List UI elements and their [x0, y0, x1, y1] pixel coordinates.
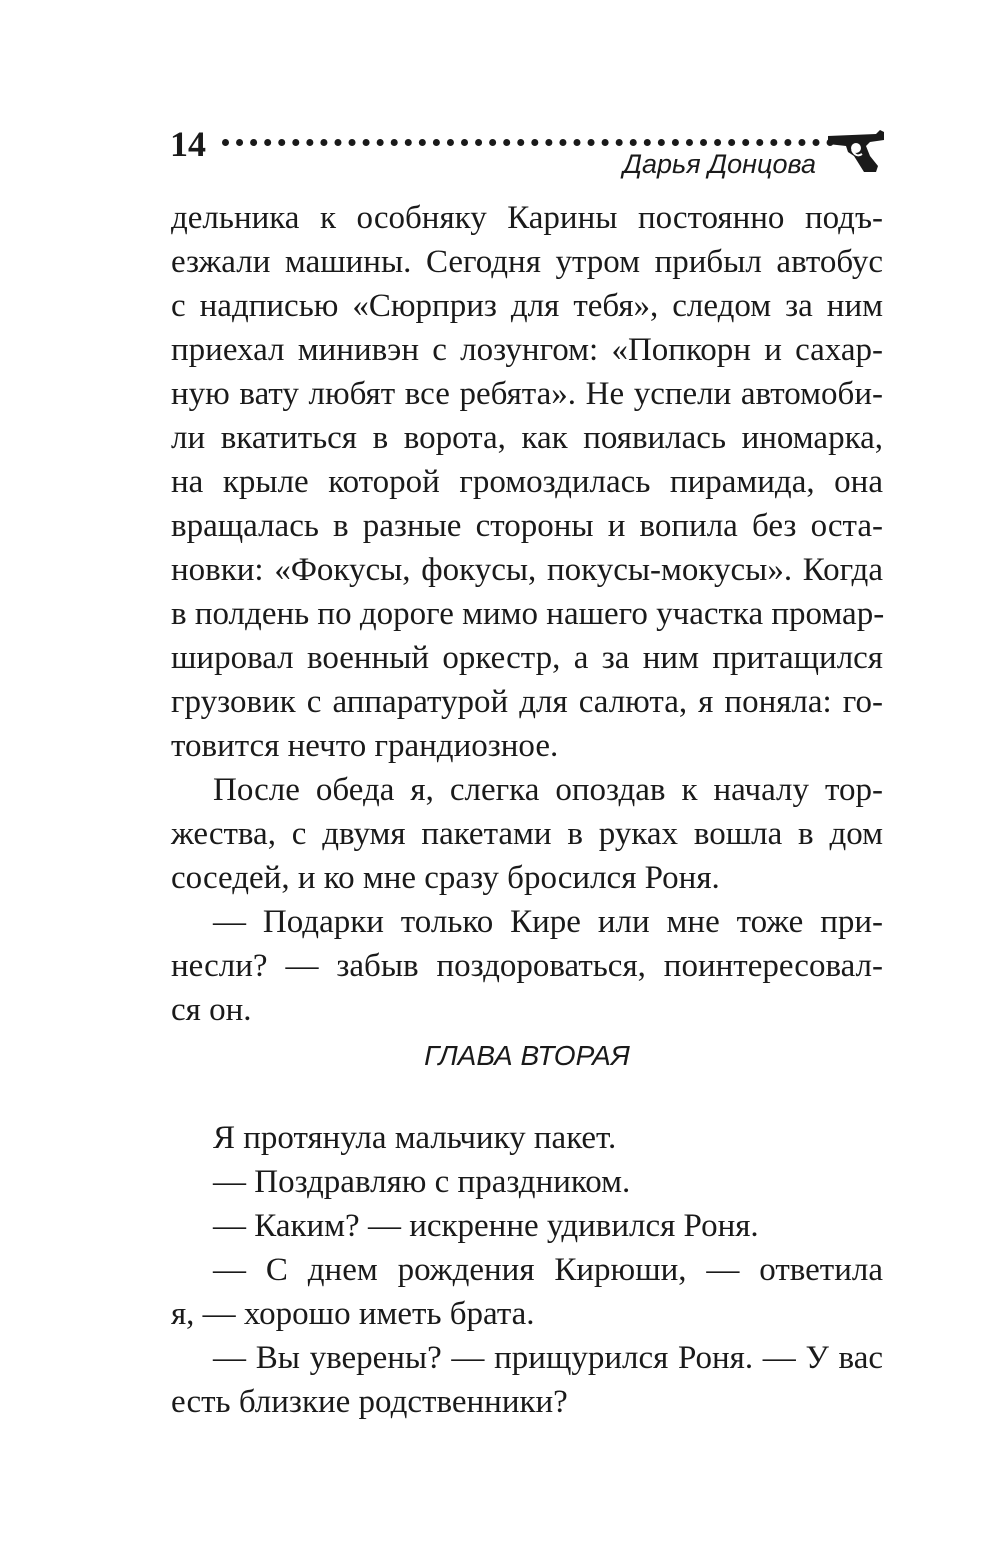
revolver-icon [826, 126, 888, 174]
page-number: 14 [170, 124, 206, 164]
text-line: есть близкие родственники? [171, 1384, 568, 1420]
text-line: — С днем рождения Кирюши, — ответила [213, 1252, 883, 1288]
text-line: я, — хорошо иметь брата. [171, 1296, 535, 1332]
text-line: вращалась в разные стороны и вопила без оста- [171, 508, 883, 544]
text-line: шировал военный оркестр, а за ним притащился [171, 640, 883, 676]
text-line: приехал минивэн с лозунгом: «Попкорн и сахар- [171, 332, 883, 368]
text-line: с надписью «Сюрприз для тебя», следом за ним [171, 288, 883, 324]
text-line: грузовик с аппаратурой для салюта, я поняла: го- [171, 684, 883, 720]
text-line: несли? — забыв поздороваться, поинтересовал- [171, 948, 883, 984]
text-line: — Подарки только Кире или мне тоже при- [213, 904, 883, 940]
text-line: в полдень по дороге мимо нашего участка промар- [171, 596, 885, 632]
text-line: жества, с двумя пакетами в руках вошла в дом [171, 816, 883, 852]
header-dotted-rule [222, 139, 834, 146]
text-line: — Поздравляю с праздником. [213, 1164, 631, 1200]
text-line: езжали машины. Сегодня утром прибыл автобус [171, 244, 883, 280]
text-line: ли вкатиться в ворота, как появилась иномарка, [171, 420, 883, 456]
author-name: Дарья Донцова [622, 149, 816, 179]
text-line: ся он. [171, 992, 252, 1028]
text-line: — Вы уверены? — прищурился Роня. — У вас [213, 1340, 883, 1376]
text-line: После обеда я, слегка опоздав к началу тор- [213, 772, 883, 808]
text-line: Я протянула мальчику пакет. [213, 1120, 617, 1156]
text-line: на крыле которой громоздилась пирамида, она [171, 464, 883, 500]
text-line: товится нечто грандиозное. [171, 728, 559, 764]
text-line: новки: «Фокусы, фокусы, покусы-мокусы». Когда [171, 552, 883, 588]
text-line: соседей, и ко мне сразу бросился Роня. [171, 860, 720, 896]
text-line: ную вату любят все ребята». Не успели автомоби- [171, 376, 883, 412]
text-line: дельника к особняку Карины постоянно подъ- [171, 200, 883, 236]
chapter-title: ГЛАВА ВТОРАЯ [424, 1040, 630, 1071]
text-line: — Каким? — искренне удивился Роня. [213, 1208, 759, 1244]
